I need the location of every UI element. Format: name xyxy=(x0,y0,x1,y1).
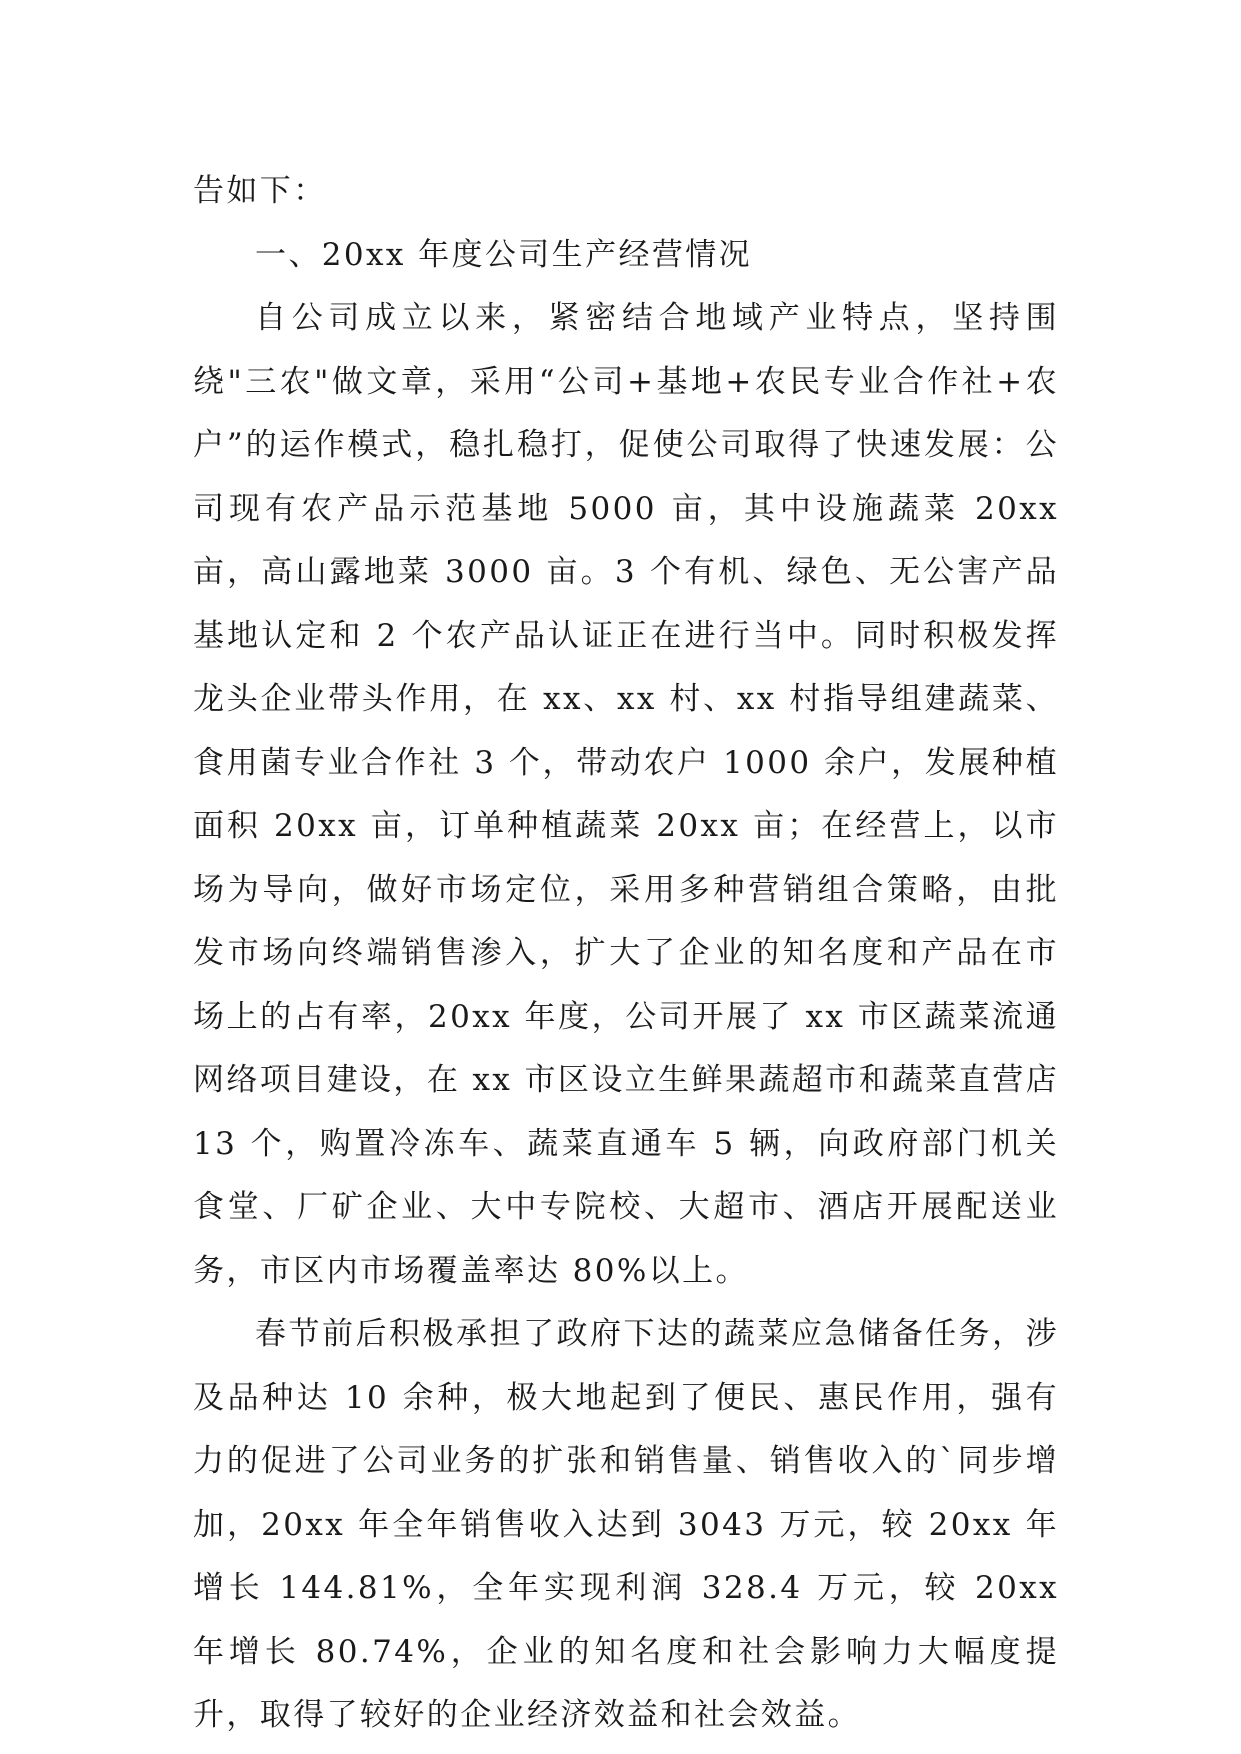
intro-line: 告如下： xyxy=(193,173,327,209)
section-heading: 一、20xx 年度公司生产经营情况 xyxy=(255,236,753,273)
paragraph-sales-results: 春节前后积极承担了政府下达的蔬菜应急储备任务，涉及品种达 10 余种，极大地起到了便民、惠民作用，强有力的促进了公司业务的扩张和销售量、销售收入的`同步增加，20xx 年全年销售收入达到 3043 万元，较 20xx 年增长 144.81%，全年实现利润 328.4 万元，较 20xx 年增长 80.74%，企业的知名度和社会影响力大幅度提升，取得了较好的企业经济效益和社会效益。 xyxy=(193,1316,1059,1733)
paragraph-production-overview: 自公司成立以来，紧密结合地域产业特点，坚持围绕"三农"做文章，采用“公司+基地+农民专业合作社+农户”的运作模式，稳扎稳打，促使公司取得了快速发展：公司现有农产品示范基地 5000 亩，其中设施蔬菜 20xx 亩，高山露地菜 3000 亩。3 个有机、绿色、无公害产品基地认定和 2 个农产品认证正在进行当中。同时积极发挥龙头企业带头作用，在 xx、xx 村、xx 村指导组建蔬菜、食用菌专业合作社 3 个，带动农户 1000 余户，发展种植面积 20xx 亩，订单种植蔬菜 20xx 亩；在经营上，以市场为导向，做好市场定位，采用多种营销组合策略，由批发市场向终端销售渗入，扩大了企业的知名度和产品在市场上的占有率，20xx 年度，公司开展了 xx 市区蔬菜流通网络项目建设，在 xx 市区设立生鲜果蔬超市和蔬菜直营店 13 个，购置冷冻车、蔬菜直通车 5 辆，向政府部门机关食堂、厂矿企业、大中专院校、大超市、酒店开展配送业务，市区内市场覆盖率达 80%以上。 xyxy=(193,300,1059,1289)
document-body xyxy=(193,160,1059,1748)
